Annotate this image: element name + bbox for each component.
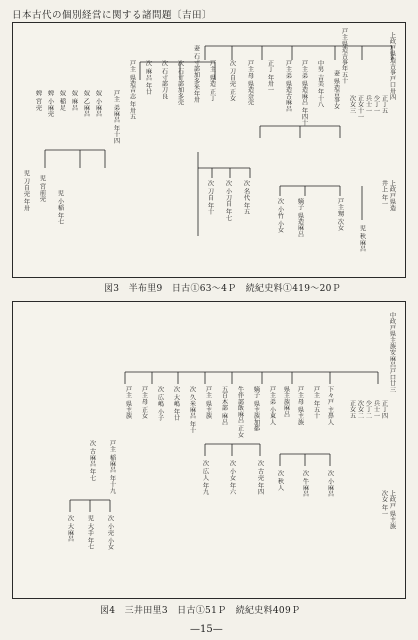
svg-text:上政戸 県主族: 上政戸 県主族: [388, 490, 396, 530]
svg-text:嫡子 県造麻呂: 嫡子 県造麻呂: [296, 198, 304, 238]
svg-text:婢 宮売: 婢 宮売: [34, 90, 42, 111]
svg-text:戸主 県主族: 戸主 県主族: [124, 386, 132, 419]
svg-text:次 小竹 小女: 次 小竹 小女: [276, 198, 284, 233]
svg-text:次 名代 年五: 次 名代 年五: [242, 180, 250, 215]
svg-text:次女 年一: 次女 年一: [380, 490, 388, 517]
svg-text:正女十一: 正女十一: [356, 95, 364, 120]
svg-text:中男 吉美 年十八: 中男 吉美 年十八: [316, 60, 324, 108]
svg-text:戸主 年五十: 戸主 年五十: [312, 386, 320, 419]
svg-text:正丁 年卅一: 正丁 年卅一: [266, 60, 274, 93]
figure-3-caption: 図3 半布里9 日古①63～4Ｐ 続紀史料①419～20Ｐ: [104, 284, 341, 294]
svg-text:戸主母 県造奈売: 戸主母 県造奈売: [246, 60, 254, 106]
svg-text:児 秋麻呂: 児 秋麻呂: [358, 225, 366, 252]
svg-text:次 刀自 年十: 次 刀自 年十: [206, 180, 214, 215]
svg-text:児 刀自売 年卅: 児 刀自売 年卅: [22, 170, 30, 212]
svg-text:戸主 稲麻呂 年十九: 戸主 稲麻呂 年十九: [108, 440, 116, 494]
svg-text:戸主弟 県造古麻呂: 戸主弟 県造古麻呂: [284, 60, 292, 112]
svg-text:次 牛麻呂: 次 牛麻呂: [301, 470, 309, 497]
svg-text:戸主 県主族: 戸主 県主族: [204, 386, 212, 419]
svg-text:次 久米麻呂 年十: 次 久米麻呂 年十: [188, 386, 196, 434]
svg-text:次 刀自売 正女: 次 刀自売 正女: [228, 60, 236, 102]
svg-text:五百木部 麻呂: 五百木部 麻呂: [220, 386, 228, 426]
svg-text:次 小刀自 年七: 次 小刀自 年七: [224, 180, 232, 222]
fig3-label-1: 上政戸県造吉事戸口卅四: [388, 32, 396, 101]
svg-text:戸主弟 県造麻呂 年四十: 戸主弟 県造麻呂 年四十: [300, 60, 308, 126]
svg-text:戸主母 県主族: 戸主母 県主族: [296, 386, 304, 426]
svg-text:奴 麻呂: 奴 麻呂: [70, 90, 78, 111]
svg-text:次 古売 年四: 次 古売 年四: [256, 460, 264, 495]
svg-text:奴 乙麻呂: 奴 乙麻呂: [82, 90, 90, 117]
svg-text:次 石寸部刀良: 次 石寸部刀良: [160, 60, 168, 100]
svg-text:次 小麻呂: 次 小麻呂: [326, 470, 334, 497]
svg-text:次 秋人: 次 秋人: [276, 470, 284, 491]
svg-text:少丁二: 少丁二: [364, 400, 372, 419]
svg-text:次 大麻呂: 次 大麻呂: [66, 515, 74, 542]
svg-text:次 小売 小女: 次 小売 小女: [106, 515, 114, 550]
svg-text:戸主母 正女: 戸主母 正女: [140, 386, 148, 419]
svg-text:上政戸県造: 上政戸県造: [388, 180, 396, 211]
svg-text:婢 小麻売: 婢 小麻売: [46, 90, 54, 117]
figure-4-labels: [67, 311, 396, 551]
svg-text:少丁一: 少丁一: [372, 95, 380, 114]
page-header: 日本古代の個別経営に関する諸問題〔吉田〕: [12, 10, 213, 21]
svg-text:児 小稲 年七: 児 小稲 年七: [56, 190, 64, 225]
svg-text:次女二: 次女二: [356, 400, 364, 419]
svg-text:妻 石寸部加多米年卅: 妻 石寸部加多米年卅: [192, 45, 200, 103]
svg-text:正女五: 正女五: [348, 400, 356, 419]
svg-text:次 広人 年九: 次 広人 年九: [201, 460, 209, 495]
svg-text:戸主 弟麻呂 年十四: 戸主 弟麻呂 年十四: [112, 90, 120, 144]
svg-text:戸主甥 次女: 戸主甥 次女: [336, 198, 344, 231]
svg-text:正丁五: 正丁五: [380, 95, 388, 114]
svg-text:戸主 県造 正丁: 戸主 県造 正丁: [208, 60, 216, 102]
svg-text:戸主 県造吉志 年卅五: 戸主 県造吉志 年卅五: [128, 60, 136, 120]
svg-text:兵士一: 兵士一: [364, 95, 372, 114]
svg-text:次 小女 年六: 次 小女 年六: [228, 460, 236, 495]
svg-text:次 古麻呂 年七: 次 古麻呂 年七: [88, 440, 96, 482]
svg-text:正丁四: 正丁四: [380, 400, 388, 419]
svg-text:県主族麻呂: 県主族麻呂: [282, 386, 290, 417]
figure-3-labels: [23, 27, 396, 253]
svg-text:児 大手 年七: 児 大手 年七: [86, 515, 94, 550]
svg-text:中政戸県主族安麻呂戸口廿三: 中政戸県主族安麻呂戸口廿三: [388, 312, 396, 393]
svg-text:嫡子 県主族加都: 嫡子 県主族加都: [252, 386, 260, 432]
figure-4-caption: 図4 三井田里3 日古①51Ｐ 続紀史料409Ｐ: [100, 606, 301, 616]
page-number: —15—: [190, 624, 223, 635]
svg-text:次 石寸部加多売: 次 石寸部加多売: [176, 60, 184, 106]
svg-text:児 宮前売: 児 宮前売: [38, 175, 46, 202]
svg-text:次 麻呂 年廿: 次 麻呂 年廿: [144, 60, 152, 95]
svg-text:奴 稲足: 奴 稲足: [58, 90, 66, 111]
svg-text:牛伴部飯麻呂 正女: 牛伴部飯麻呂 正女: [236, 386, 244, 438]
svg-text:次 広嶋 小子: 次 広嶋 小子: [156, 386, 164, 421]
svg-text:次女三: 次女三: [348, 95, 356, 114]
svg-text:奴 小麻呂: 奴 小麻呂: [94, 90, 102, 117]
svg-text:戸主弟 小東人: 戸主弟 小東人: [268, 386, 276, 426]
svg-text:戸主県造吉事年五十: 戸主県造吉事年五十: [340, 28, 348, 84]
svg-text:井上 年一: 井上 年一: [380, 180, 388, 207]
svg-text:下々戸 主鼻人: 下々戸 主鼻人: [326, 386, 334, 426]
svg-text:妻 県造吉事女: 妻 県造吉事女: [332, 70, 340, 110]
svg-text:兵士一: 兵士一: [372, 400, 380, 419]
svg-text:次 大嶋 年廿: 次 大嶋 年廿: [172, 386, 180, 421]
